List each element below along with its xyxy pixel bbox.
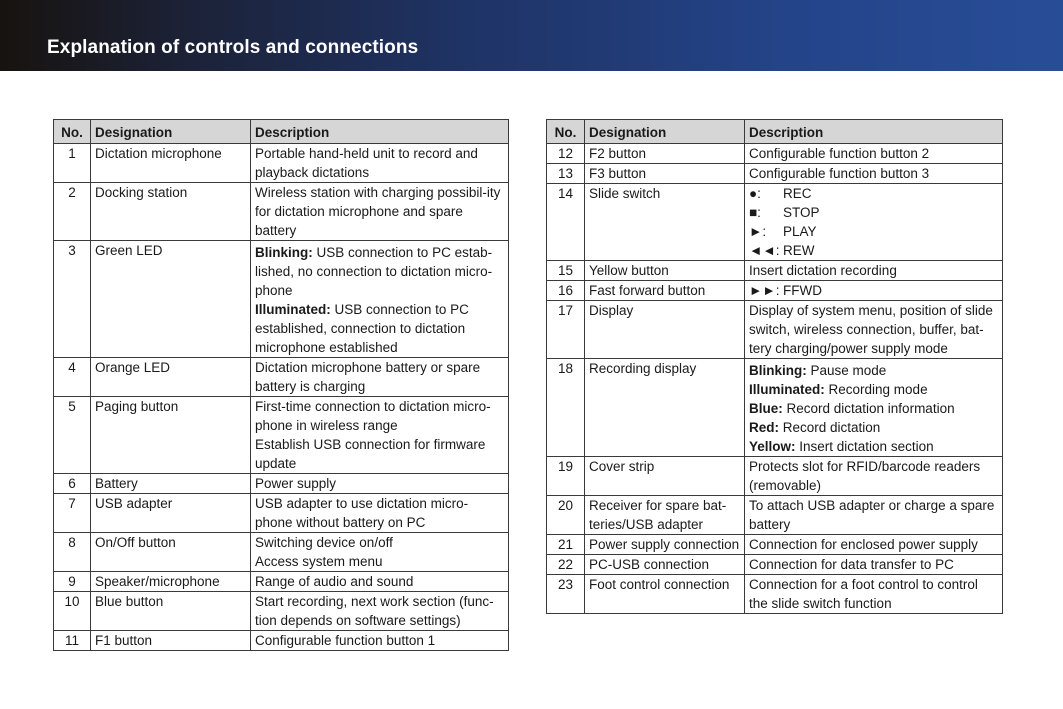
symbol-label: FFWD — [783, 283, 822, 298]
table-row — [547, 535, 1003, 555]
description-line — [749, 164, 998, 183]
description-text: Establish USB connection for firmware update — [255, 437, 486, 471]
description-text: Range of audio and sound — [255, 574, 414, 589]
table-row — [54, 533, 509, 572]
row-number: 2 — [54, 183, 91, 241]
description-line — [255, 144, 504, 182]
symbol-row — [749, 281, 998, 300]
description-line — [255, 592, 504, 630]
symbol-label: STOP — [783, 205, 820, 220]
description-line — [255, 552, 504, 571]
column-header-designation: Designation — [91, 120, 251, 144]
fast-forward-icon: ►►: — [749, 283, 780, 298]
description-text: Portable hand-held unit to record and playback dictations — [255, 146, 478, 180]
description-text: Start recording, next work section (func-tion depends on software settings) — [255, 594, 494, 628]
row-designation: Green LED — [91, 241, 251, 358]
table-row — [54, 592, 509, 631]
description-line — [255, 533, 504, 552]
table-row — [54, 183, 509, 241]
row-number: 4 — [54, 358, 91, 397]
row-designation: Yellow button — [585, 261, 745, 281]
row-designation: Orange LED — [91, 358, 251, 397]
row-number: 12 — [547, 144, 585, 164]
page-header — [0, 0, 1063, 71]
row-designation: F3 button — [585, 164, 745, 184]
description-line — [749, 144, 998, 163]
description-line — [255, 435, 504, 473]
description-line — [749, 261, 998, 280]
row-description — [745, 301, 1003, 359]
description-text: Dictation microphone battery or spare battery is charging — [255, 360, 481, 394]
symbol-label: REW — [783, 243, 815, 258]
row-description — [251, 397, 509, 474]
row-number: 23 — [547, 575, 585, 614]
description-line — [255, 631, 504, 650]
row-number: 22 — [547, 555, 585, 575]
row-description — [251, 631, 509, 651]
description-text: Wireless station with charging possibil-ity for dictation microphone and spare battery — [255, 185, 501, 238]
row-designation: Docking station — [91, 183, 251, 241]
play-icon: ►: — [749, 224, 767, 239]
description-line — [749, 437, 998, 456]
description-line — [749, 496, 998, 534]
row-number: 3 — [54, 241, 91, 358]
row-designation: Dictation microphone — [91, 144, 251, 183]
description-label: Blinking: — [255, 245, 313, 260]
row-designation: Foot control connection — [585, 575, 745, 614]
description-text: Access system menu — [255, 554, 383, 569]
table-header-row — [54, 120, 509, 144]
controls-table-left — [53, 119, 509, 651]
row-designation: F1 button — [91, 631, 251, 651]
table-row — [547, 301, 1003, 359]
row-number: 9 — [54, 572, 91, 592]
table-row — [54, 572, 509, 592]
description-text: Configurable function button 1 — [255, 633, 436, 648]
row-description — [251, 241, 509, 358]
row-number: 8 — [54, 533, 91, 572]
description-text: Recording mode — [824, 382, 928, 397]
row-description — [251, 494, 509, 533]
description-line — [255, 474, 504, 493]
description-text: Display of system menu, position of slide switch, wireless connection, buffer, bat-tery charging/power supply mode — [749, 303, 993, 356]
controls-table-right — [546, 119, 1003, 614]
row-number: 21 — [547, 535, 585, 555]
row-description — [745, 184, 1003, 261]
description-label: Blue: — [749, 401, 783, 416]
description-text: Power supply — [255, 476, 337, 491]
row-number: 7 — [54, 494, 91, 533]
table-row — [547, 164, 1003, 184]
table-row — [547, 184, 1003, 261]
description-label: Red: — [749, 420, 779, 435]
description-text: Protects slot for RFID/barcode readers (removable) — [749, 459, 981, 493]
description-text: Pause mode — [806, 363, 887, 378]
row-designation: Receiver for spare bat-teries/USB adapter — [585, 496, 745, 535]
description-text: Record dictation — [779, 420, 881, 435]
row-number: 5 — [54, 397, 91, 474]
row-description — [251, 183, 509, 241]
description-line — [255, 397, 504, 435]
symbol-label: REC — [783, 186, 812, 201]
row-description — [745, 535, 1003, 555]
row-number: 20 — [547, 496, 585, 535]
row-designation: F2 button — [585, 144, 745, 164]
row-description — [251, 572, 509, 592]
row-designation: Display — [585, 301, 745, 359]
description-text: Configurable function button 2 — [749, 146, 930, 161]
description-label: Illuminated: — [749, 382, 825, 397]
column-header-no: No. — [547, 120, 585, 144]
description-text: USB connection to PC established, connection to dictation microphone established — [255, 302, 469, 355]
table-row — [54, 631, 509, 651]
row-description — [251, 144, 509, 183]
row-designation: Recording display — [585, 359, 745, 457]
description-line — [255, 572, 504, 591]
row-description — [745, 496, 1003, 535]
table-row — [54, 241, 509, 358]
description-text: Record dictation information — [782, 401, 955, 416]
table-header-row — [547, 120, 1003, 144]
row-number: 17 — [547, 301, 585, 359]
description-label: Yellow: — [749, 439, 796, 454]
row-number: 19 — [547, 457, 585, 496]
row-description — [745, 164, 1003, 184]
symbol-row — [749, 203, 998, 222]
row-designation: Paging button — [91, 397, 251, 474]
description-line — [749, 301, 998, 358]
table-row — [547, 144, 1003, 164]
table-row — [54, 494, 509, 533]
row-description — [745, 457, 1003, 496]
table-row — [54, 144, 509, 183]
description-line — [749, 535, 998, 554]
rewind-icon: ◄◄: — [749, 243, 780, 258]
description-text: Connection for data transfer to PC — [749, 557, 954, 572]
column-header-description: Description — [745, 120, 1003, 144]
row-number: 6 — [54, 474, 91, 494]
column-header-designation: Designation — [585, 120, 745, 144]
description-line — [255, 243, 504, 300]
row-designation: Cover strip — [585, 457, 745, 496]
description-text: Configurable function button 3 — [749, 166, 930, 181]
column-header-no: No. — [54, 120, 91, 144]
row-description — [745, 261, 1003, 281]
description-line — [749, 418, 998, 437]
row-designation: Blue button — [91, 592, 251, 631]
description-text: Switching device on/off — [255, 535, 393, 550]
description-text: Insert dictation recording — [749, 263, 897, 278]
table-row — [54, 474, 509, 494]
page-title: Explanation of controls and connections — [47, 37, 419, 58]
description-line — [749, 380, 998, 399]
row-description — [745, 555, 1003, 575]
description-line — [749, 399, 998, 418]
row-description — [251, 358, 509, 397]
description-text: First-time connection to dictation micro-phone in wireless range — [255, 399, 491, 433]
description-line — [255, 494, 504, 532]
row-description — [745, 281, 1003, 301]
description-text: USB connection to PC estab-lished, no connection to dictation micro-phone — [255, 245, 493, 298]
row-description — [251, 474, 509, 494]
description-label: Illuminated: — [255, 302, 331, 317]
description-line — [255, 300, 504, 357]
row-number: 10 — [54, 592, 91, 631]
description-text: USB adapter to use dictation micro-phone without battery on PC — [255, 496, 469, 530]
description-line — [749, 555, 998, 574]
row-designation: Battery — [91, 474, 251, 494]
description-text: Connection for a foot control to control the slide switch function — [749, 577, 978, 611]
symbol-row — [749, 222, 998, 241]
table-row — [547, 496, 1003, 535]
description-text: Connection for enclosed power supply — [749, 537, 978, 552]
table-row — [547, 281, 1003, 301]
symbol-label: PLAY — [783, 224, 817, 239]
row-number: 15 — [547, 261, 585, 281]
row-number: 1 — [54, 144, 91, 183]
record-icon: ●: — [749, 186, 761, 201]
row-number: 13 — [547, 164, 585, 184]
description-line — [749, 575, 998, 613]
row-designation: Fast forward button — [585, 281, 745, 301]
row-description — [251, 533, 509, 572]
row-designation: On/Off button — [91, 533, 251, 572]
row-number: 18 — [547, 359, 585, 457]
row-designation: USB adapter — [91, 494, 251, 533]
description-line — [749, 361, 998, 380]
row-number: 16 — [547, 281, 585, 301]
row-number: 11 — [54, 631, 91, 651]
column-header-description: Description — [251, 120, 509, 144]
row-designation: Slide switch — [585, 184, 745, 261]
description-text: To attach USB adapter or charge a spare battery — [749, 498, 995, 532]
table-row — [547, 457, 1003, 496]
symbol-row — [749, 184, 998, 203]
description-text: Insert dictation section — [795, 439, 934, 454]
description-line — [255, 183, 504, 240]
row-designation: Power supply connection — [585, 535, 745, 555]
description-line — [749, 457, 998, 495]
table-row — [54, 397, 509, 474]
row-number: 14 — [547, 184, 585, 261]
row-description — [745, 575, 1003, 614]
row-designation: PC-USB connection — [585, 555, 745, 575]
row-description — [745, 144, 1003, 164]
description-line — [255, 358, 504, 396]
stop-icon: ■: — [749, 205, 761, 220]
row-designation: Speaker/microphone — [91, 572, 251, 592]
row-description — [251, 592, 509, 631]
row-description — [745, 359, 1003, 457]
table-row — [547, 555, 1003, 575]
description-label: Blinking: — [749, 363, 807, 378]
table-row — [547, 575, 1003, 614]
table-row — [547, 359, 1003, 457]
table-row — [547, 261, 1003, 281]
table-row — [54, 358, 509, 397]
symbol-row — [749, 241, 998, 260]
